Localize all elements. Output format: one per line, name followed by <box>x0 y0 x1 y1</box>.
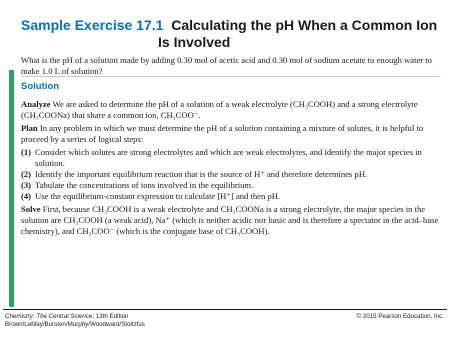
step-item <box>21 180 443 191</box>
step-number: (2) <box>21 169 32 179</box>
accent-bar <box>9 70 14 307</box>
footer-citation <box>5 313 145 329</box>
exercise-title-line1: Calculating the pH When a Common Ion <box>171 17 438 33</box>
analyze-paragraph <box>21 99 443 121</box>
question-text: What is the pH of a solution made by adding 0.30 mol of acetic acid and 0.30 mol of sodium acetate to enough water to make 1.0 L of solution? <box>21 55 432 76</box>
step-item <box>21 169 443 180</box>
step-number: (1) <box>21 147 32 157</box>
step-item <box>21 191 443 202</box>
step-text: Tabulate the concentrations of ions involved in the equilibrium. <box>35 180 254 190</box>
step-text: Use the equilibrium-constant expression to calculate [H⁺] and then pH. <box>35 191 281 201</box>
plan-paragraph <box>21 123 443 145</box>
analyze-lead: Analyze <box>21 99 51 109</box>
exercise-label: Sample Exercise 17.1 <box>21 17 164 33</box>
plan-text: In any problem in which we must determine the pH of a solution containing a mixture of solutes, it is helpful to proceed by a series of logical steps: <box>21 123 424 144</box>
solution-heading: Solution <box>21 81 59 92</box>
solve-text: First, because CH₃COOH is a weak electrolyte and CH₃COONa is a strong electrolyte, the major species in the solution are CH₃COOH (a weak acid), Na⁺ (which is neither acidic nor basic and is therefore a spectator in the acid–base chemistry), and CH₃COO⁻ (which is the conjugate base of CH₃COOH). <box>21 204 439 236</box>
step-number: (4) <box>21 191 32 201</box>
step-item <box>21 147 443 169</box>
solve-paragraph <box>21 204 443 237</box>
book-title: Chemistry: The Central Science <box>5 313 93 320</box>
copyright-notice: © 2015 Pearson Education, Inc. <box>356 313 444 320</box>
solution-body <box>21 99 443 239</box>
page-title <box>21 17 446 51</box>
step-text: Consider which solutes are strong electrolytes and which are weak electrolytes, and identify the major species in solution. <box>35 147 422 168</box>
analyze-text: We are asked to determine the pH of a solution of a weak electrolyte (CH₃COOH) and a strong electrolyte (CH₃COONa) that share a common ion, CH₃COO⁻. <box>21 99 418 120</box>
footer-divider <box>3 309 447 310</box>
plan-lead: Plan <box>21 123 38 133</box>
solve-lead: Solve <box>21 204 41 214</box>
book-edition: , 13th Edition <box>92 313 129 320</box>
book-authors: Brown/LeMay/Bursten/Murphy/Woodward/Stoltzfus <box>5 321 145 328</box>
exercise-title-line2: Is Involved <box>158 34 231 50</box>
step-number: (3) <box>21 180 32 190</box>
section-divider <box>21 76 439 77</box>
step-text: Identify the important equilibrium reaction that is the source of H⁺ and therefore determines pH. <box>35 169 368 179</box>
